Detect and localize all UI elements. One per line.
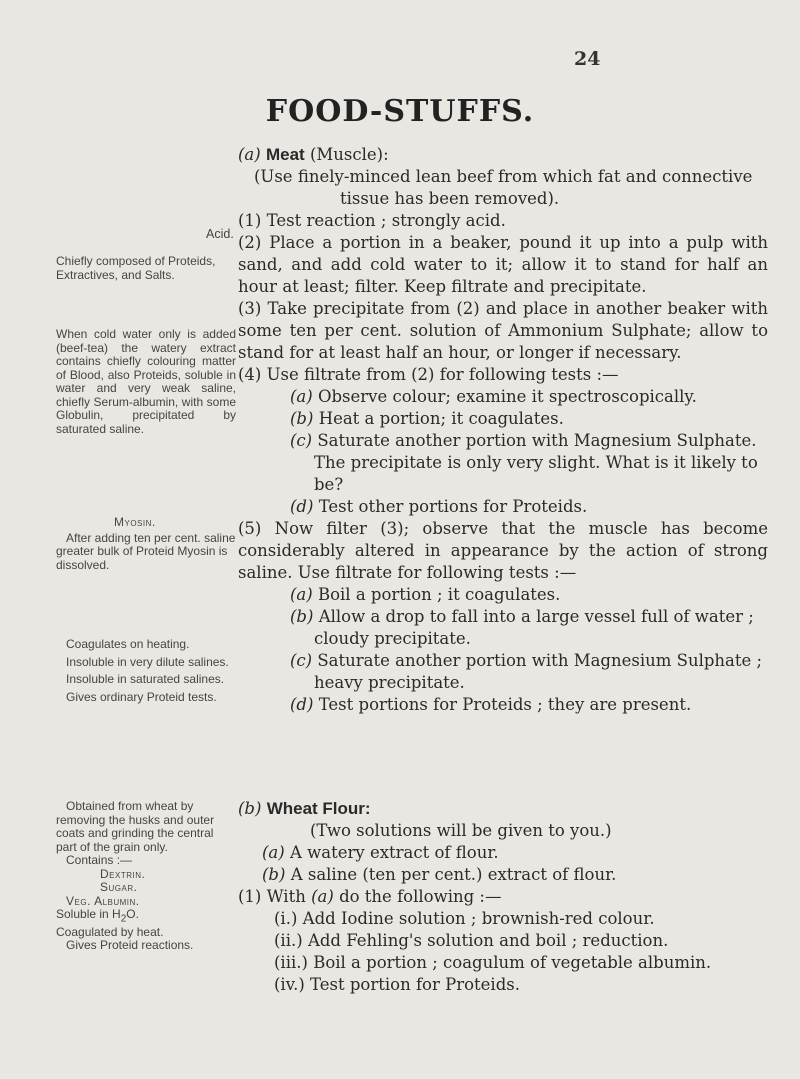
- flour-section: [238, 798, 768, 996]
- soluble-text: Soluble in $H_2O$.: [56, 907, 139, 925]
- flour-solution-item: (b) A saline (ten per cent.) extract of flour.: [262, 865, 617, 884]
- meat-step-3: (3) Take precipitate from (2) and place in another beaker with some ten per cent. solution of Ammonium Sulphate; allow to stand for at least half an hour, or longer if necessary.: [238, 299, 768, 362]
- step-5-item: (a) Boil a portion ; it coagulates.: [290, 585, 561, 604]
- meat-note-line-2: tissue has been removed).: [340, 189, 560, 208]
- property-item: Insoluble in saturated salines.: [66, 672, 225, 686]
- contains-label: Contains :—: [66, 853, 133, 867]
- step-5-item: (d) Test portions for Proteids ; they are present.: [290, 695, 692, 714]
- meat-step-4: (4) Use filtrate from (2) for following tests :—: [238, 365, 619, 384]
- coagulated-text: Coagulated by heat.: [56, 924, 164, 939]
- flour-note: (Two solutions will be given to you.): [310, 821, 612, 840]
- property-item: Insoluble in very dilute salines.: [66, 654, 229, 669]
- flour-test-item: (iv.) Test portion for Proteids.: [274, 975, 520, 994]
- flour-origin-text: Obtained from wheat by removing the husks and outer coats and grinding the central part of the grain only.: [56, 799, 215, 854]
- page-number: 24: [574, 48, 601, 70]
- margin-note-watery-extract: When cold water only is added (beef-tea) the watery extract contains chiefly colouring matter of Blood, also Proteids, soluble in water and very weak saline, chiefly Serum-albumin, with some Globulin, precipitated by saturated saline.: [56, 327, 236, 436]
- myosin-heading: Myosin.: [114, 515, 156, 529]
- step-4-item: (a) Observe colour; examine it spectroscopically.: [290, 387, 697, 406]
- myosin-text: After adding ten per cent. saline greater bulk of Proteid Myosin is dissolved.: [56, 530, 236, 572]
- margin-note-myosin: [56, 516, 236, 572]
- meat-section: [238, 144, 768, 716]
- step-5-item: (b) Allow a drop to fall into a large vessel full of water ; cloudy precipitate.: [290, 607, 754, 648]
- meat-note-line-1: (Use finely-minced lean beef from which fat and connective: [254, 167, 753, 186]
- flour-step-1: (1) With (a) do the following :—: [238, 887, 502, 906]
- flour-test-item: (i.) Add Iodine solution ; brownish-red colour.: [274, 909, 655, 928]
- step-4-item: (c) Saturate another portion with Magnesium Sulphate. The precipitate is only very slight. What is it likely to be?: [290, 431, 758, 494]
- dextrin-label: Dextrin.: [100, 866, 146, 881]
- flour-heading: (b) Wheat Flour:: [238, 799, 371, 818]
- sugar-label: Sugar.: [100, 880, 138, 894]
- veg-albumin-text: Veg. Albumin.: [66, 893, 140, 908]
- margin-note-properties: [56, 638, 236, 708]
- margin-note-acid: Acid.: [206, 227, 234, 241]
- veg-albumin-label: [56, 895, 236, 909]
- page-title: FOOD-STUFFS.: [265, 94, 535, 129]
- step-5-item: (c) Saturate another portion with Magnesium Sulphate ; heavy precipitate.: [290, 651, 763, 692]
- step-4-item: (d) Test other portions for Proteids.: [290, 497, 588, 516]
- margin-note-flour: [56, 800, 236, 953]
- flour-test-item: (ii.) Add Fehling's solution and boil ; reduction.: [274, 931, 669, 950]
- meat-heading: (a) Meat (Muscle):: [238, 145, 389, 164]
- gives-proteid-text: Gives Proteid reactions.: [66, 938, 194, 953]
- step-4-item: (b) Heat a portion; it coagulates.: [290, 409, 564, 428]
- flour-test-item: (iii.) Boil a portion ; coagulum of vegetable albumin.: [274, 953, 712, 972]
- property-item: Gives ordinary Proteid tests.: [66, 689, 217, 704]
- flour-solution-item: (a) A watery extract of flour.: [262, 843, 499, 862]
- meat-step-1: (1) Test reaction ; strongly acid.: [238, 211, 506, 230]
- meat-step-2: (2) Place a portion in a beaker, pound it up into a pulp with sand, and add cold water to it; allow it to stand for half an hour at least; filter. Keep filtrate and precipitate.: [238, 233, 768, 296]
- meat-step-5: (5) Now filter (3); observe that the muscle has become considerably altered in appearance by the action of strong saline. Use filtrate for following tests :—: [238, 519, 768, 582]
- property-item: Coagulates on heating.: [66, 637, 190, 651]
- margin-note-composition: Chiefly composed of Proteids, Extractives, and Salts.: [56, 254, 216, 282]
